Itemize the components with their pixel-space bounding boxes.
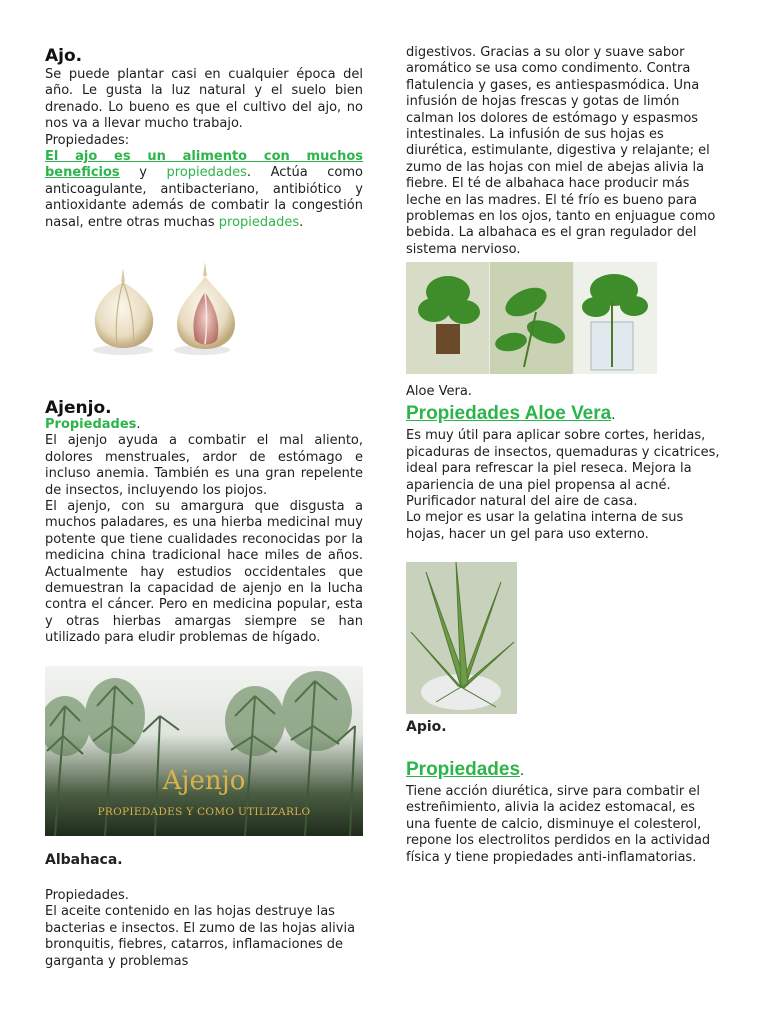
- ajenjo-p1: El ajenjo ayuda a combatir el mal aliento, dolores menstruales, ardor de estómago e incluso anemia. También es una gran repelente de insectos, incluyendo los piojos.: [45, 433, 363, 498]
- ajo-y: y: [119, 165, 167, 181]
- aloe-link-line: [406, 403, 724, 425]
- aloe-section: [406, 384, 724, 543]
- aloe-props-link[interactable]: Propiedades Aloe Vera: [406, 403, 612, 425]
- apio-section: [406, 718, 724, 866]
- ajo-props-text: [45, 149, 363, 231]
- apio-dot: .: [520, 764, 525, 779]
- ajo-mid-text: . Actúa como anticoagulante, antibacteriano, antibiótico y antioxidante además de combatir la congestión nasal, entre otras muchas: [45, 165, 363, 230]
- ajo-end: .: [299, 214, 304, 230]
- garlic-image: [45, 252, 273, 362]
- apio-link-line: [406, 759, 724, 781]
- apio-title: Apio.: [406, 719, 447, 735]
- ajenjo-image: [45, 666, 363, 836]
- albahaca-props-label: Propiedades.: [45, 888, 129, 903]
- ajenjo-dot: .: [136, 417, 141, 432]
- aloe-p1: Es muy útil para aplicar sobre cortes, heridas, picaduras de insectos, quemaduras y cicatrices, ideal para refrescar la piel reseca. Mejora la apariencia de una piel propensa al acné. Purificador natural del aire de casa.: [406, 428, 720, 510]
- aloe-dot: .: [611, 408, 616, 424]
- ajenjo-title: Ajenjo.: [45, 398, 112, 418]
- albahaca-section: [45, 851, 363, 970]
- ajenjo-image-subtitle: PROPIEDADES Y COMO UTILIZARLO: [97, 806, 311, 818]
- albahaca-p2: digestivos. Gracias a su olor y suave sabor aromático se usa como condimento. Contra flatulencia y gases, es antiespasmódica. Una infusión de hojas frescas y gotas de limón calman los dolores de estómago y espasmos intestinales. La infusión de sus hojas es diurética, estimulante, digestiva y relajante; el zumo de las hojas con miel de abejas alivia la fiebre. El té de albahaca hace producir más leche en las madres. El té frío es bueno para problemas en los ojos, tanto en enjuague como bebida. La albahaca es el gran regulador del sistema nervioso.: [406, 45, 716, 257]
- ajenjo-p2: El ajenjo, con su amargura que disgusta a muchos paladares, es una hierba medicinal muy potente que tiene cualidades reconocidas por la medicina china tradicional hace miles de años. Actualmente hay estudios occidentales que demuestran la capacidad de ajenjo en la lucha contra el cáncer. Pero en medicina popular, esta y otras hierbas amargas siempre se han utilizado para eludir problemas de hígado.: [45, 499, 363, 646]
- aloe-image: [406, 562, 517, 714]
- albahaca-p1: El aceite contenido en las hojas destruye las bacterias e insectos. El zumo de las hojas alivia bronquitis, fiebres, catarros, inflamaciones de garganta y problemas: [45, 904, 356, 969]
- ajo-benefits-link[interactable]: El ajo es un alimento con muchos beneficios: [45, 149, 363, 181]
- ajo-intro: Se puede plantar casi en cualquier época del año. Le gusta la luz natural y el suelo bien drenado. Lo bueno es que el cultivo del ajo, no nos va a llevar mucho trabajo.: [45, 67, 363, 132]
- apio-p1: Tiene acción diurética, sirve para combatir el estreñimiento, alivia la acidez estomacal, es una fuente de calcio, disminuye el colesterol, repone los electrolitos perdidos en la actividad física y tiene propiedades anti-inflamatorias.: [406, 784, 711, 865]
- ajenjo-props-link[interactable]: Propiedades: [45, 417, 137, 432]
- apio-props-link[interactable]: Propiedades: [406, 759, 521, 780]
- ajo-props-label: Propiedades:: [45, 132, 130, 148]
- ajenjo-props-line: [45, 417, 363, 433]
- aloe-title: Aloe Vera.: [406, 384, 472, 399]
- ajenjo-section: [45, 398, 363, 647]
- ajo-section: [45, 46, 363, 231]
- aloe-p2: Lo mejor es usar la gelatina interna de sus hojas, hacer un gel para uso externo.: [406, 510, 684, 542]
- ajo-props-link[interactable]: propiedades: [166, 165, 247, 181]
- ajo-props-link-2[interactable]: propiedades: [218, 214, 300, 230]
- albahaca-title: Albahaca.: [45, 852, 123, 868]
- ajo-title: Ajo.: [45, 46, 83, 66]
- basil-image: [406, 262, 657, 374]
- ajenjo-image-title: Ajenjo: [162, 766, 246, 796]
